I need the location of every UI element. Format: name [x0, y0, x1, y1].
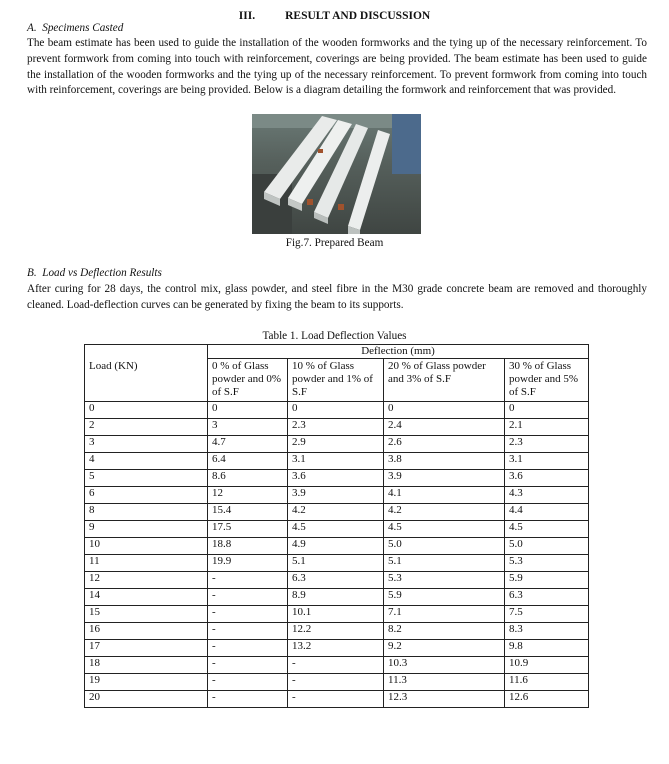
- table-row: [85, 674, 589, 691]
- deflection-0-cell: 19.9: [208, 555, 288, 572]
- deflection-30-cell: 9.8: [505, 640, 589, 657]
- deflection-20-cell: 8.2: [384, 623, 505, 640]
- deflection-0-cell: -: [208, 640, 288, 657]
- deflection-20-cell: 3.8: [384, 453, 505, 470]
- load-cell: 9: [85, 521, 208, 538]
- deflection-10-cell: 12.2: [288, 623, 384, 640]
- deflection-20-cell: 9.2: [384, 640, 505, 657]
- deflection-0-cell: 6.4: [208, 453, 288, 470]
- deflection-0-cell: 3: [208, 419, 288, 436]
- deflection-20-cell: 10.3: [384, 657, 505, 674]
- table-header-row-1: [85, 345, 589, 359]
- deflection-10-cell: 10.1: [288, 606, 384, 623]
- col-header-10: 10 % of Glass powder and 1% of S.F: [288, 359, 384, 402]
- load-deflection-table: [84, 344, 589, 708]
- deflection-20-cell: 5.1: [384, 555, 505, 572]
- deflection-0-cell: -: [208, 623, 288, 640]
- deflection-20-cell: 2.6: [384, 436, 505, 453]
- deflection-30-cell: 3.1: [505, 453, 589, 470]
- deflection-30-cell: 4.5: [505, 521, 589, 538]
- load-cell: 15: [85, 606, 208, 623]
- table-row: [85, 589, 589, 606]
- load-cell: 8: [85, 504, 208, 521]
- deflection-30-cell: 0: [505, 402, 589, 419]
- section-heading: [0, 10, 669, 22]
- subsection-b-label: B.: [27, 267, 37, 279]
- deflection-30-cell: 2.3: [505, 436, 589, 453]
- deflection-0-cell: 12: [208, 487, 288, 504]
- deflection-10-cell: 8.9: [288, 589, 384, 606]
- load-cell: 16: [85, 623, 208, 640]
- deflection-10-cell: 2.9: [288, 436, 384, 453]
- deflection-20-cell: 0: [384, 402, 505, 419]
- deflection-20-cell: 2.4: [384, 419, 505, 436]
- beam-photo-graphic: [252, 114, 421, 234]
- deflection-10-cell: 3.1: [288, 453, 384, 470]
- table-row: [85, 402, 589, 419]
- deflection-10-cell: 0: [288, 402, 384, 419]
- table-row: [85, 555, 589, 572]
- deflection-20-cell: 4.5: [384, 521, 505, 538]
- load-cell: 18: [85, 657, 208, 674]
- deflection-20-cell: 11.3: [384, 674, 505, 691]
- deflection-10-cell: -: [288, 657, 384, 674]
- deflection-30-cell: 12.6: [505, 691, 589, 708]
- subsection-b-heading: [27, 267, 162, 279]
- deflection-0-cell: -: [208, 572, 288, 589]
- load-cell: 11: [85, 555, 208, 572]
- deflection-10-cell: 3.6: [288, 470, 384, 487]
- subsection-b-title: Load vs Deflection Results: [42, 267, 162, 279]
- col-header-0: 0 % of Glass powder and 0% of S.F: [208, 359, 288, 402]
- deflection-30-cell: 8.3: [505, 623, 589, 640]
- table-row: [85, 436, 589, 453]
- deflection-10-cell: 3.9: [288, 487, 384, 504]
- col-header-30: 30 % of Glass powder and 5% of S.F: [505, 359, 589, 402]
- deflection-10-cell: -: [288, 674, 384, 691]
- table-body: [85, 402, 589, 708]
- deflection-10-cell: 4.2: [288, 504, 384, 521]
- deflection-0-cell: 15.4: [208, 504, 288, 521]
- deflection-30-cell: 5.0: [505, 538, 589, 555]
- table-row: [85, 504, 589, 521]
- deflection-30-cell: 4.4: [505, 504, 589, 521]
- figure-caption: Fig.7. Prepared Beam: [285, 237, 384, 249]
- table-row: [85, 487, 589, 504]
- paragraph-load-deflection: After curing for 28 days, the control mix, glass powder, and steel fibre in the M30 grade concrete beam are removed and thoroughly cleaned. Load-deflection curves can be generated by fixing the beam to its supports.: [27, 283, 647, 311]
- deflection-20-cell: 3.9: [384, 470, 505, 487]
- deflection-10-cell: 5.1: [288, 555, 384, 572]
- deflection-20-cell: 12.3: [384, 691, 505, 708]
- load-cell: 5: [85, 470, 208, 487]
- table-row: [85, 657, 589, 674]
- deflection-30-cell: 6.3: [505, 589, 589, 606]
- table-row: [85, 538, 589, 555]
- table-row: [85, 623, 589, 640]
- deflection-0-cell: -: [208, 674, 288, 691]
- deflection-10-cell: -: [288, 691, 384, 708]
- deflection-0-cell: -: [208, 657, 288, 674]
- deflection-20-cell: 5.0: [384, 538, 505, 555]
- deflection-20-cell: 5.3: [384, 572, 505, 589]
- deflection-30-cell: 11.6: [505, 674, 589, 691]
- table-row: [85, 572, 589, 589]
- table-row: [85, 470, 589, 487]
- prepared-beam-photo: [252, 114, 421, 234]
- load-cell: 19: [85, 674, 208, 691]
- deflection-30-cell: 10.9: [505, 657, 589, 674]
- deflection-10-cell: 13.2: [288, 640, 384, 657]
- deflection-10-cell: 2.3: [288, 419, 384, 436]
- deflection-20-cell: 4.2: [384, 504, 505, 521]
- deflection-20-cell: 7.1: [384, 606, 505, 623]
- load-cell: 17: [85, 640, 208, 657]
- load-cell: 2: [85, 419, 208, 436]
- deflection-20-cell: 5.9: [384, 589, 505, 606]
- subsection-a-heading: [27, 22, 123, 34]
- deflection-10-cell: 4.5: [288, 521, 384, 538]
- subsection-a-label: A.: [27, 22, 37, 34]
- load-cell: 12: [85, 572, 208, 589]
- subsection-a-title: Specimens Casted: [42, 22, 124, 34]
- deflection-header: Deflection (mm): [208, 345, 589, 359]
- deflection-30-cell: 5.3: [505, 555, 589, 572]
- load-cell: 0: [85, 402, 208, 419]
- deflection-30-cell: 4.3: [505, 487, 589, 504]
- paragraph-specimens: The beam estimate has been used to guide the installation of the wooden formworks and the tying up of the necessary reinforcement. To prevent formwork from coming into touch with reinforcement, coverings are being provided. The beam estimate has been used to guide the installation of the wooden formworks and the tying up of the necessary reinforcement. To prevent formwork from coming into touch with reinforcement, coverings are being provided. Below is a diagram detailing the formwork and reinforcement that was provided.: [27, 37, 647, 97]
- table-row: [85, 453, 589, 470]
- deflection-10-cell: 6.3: [288, 572, 384, 589]
- table-row: [85, 419, 589, 436]
- deflection-0-cell: 18.8: [208, 538, 288, 555]
- load-cell: 14: [85, 589, 208, 606]
- load-cell: 6: [85, 487, 208, 504]
- deflection-0-cell: -: [208, 691, 288, 708]
- load-cell: 10: [85, 538, 208, 555]
- deflection-30-cell: 2.1: [505, 419, 589, 436]
- deflection-0-cell: -: [208, 606, 288, 623]
- section-number: III.: [238, 10, 256, 22]
- load-cell: 4: [85, 453, 208, 470]
- deflection-20-cell: 4.1: [384, 487, 505, 504]
- deflection-0-cell: 4.7: [208, 436, 288, 453]
- deflection-30-cell: 5.9: [505, 572, 589, 589]
- table-caption: Table 1. Load Deflection Values: [262, 330, 407, 342]
- table-row: [85, 640, 589, 657]
- table-row: [85, 606, 589, 623]
- table-row: [85, 521, 589, 538]
- deflection-30-cell: 7.5: [505, 606, 589, 623]
- deflection-0-cell: 8.6: [208, 470, 288, 487]
- section-title: RESULT AND DISCUSSION: [285, 10, 431, 22]
- load-cell: 20: [85, 691, 208, 708]
- load-cell: 3: [85, 436, 208, 453]
- load-header: Load (KN): [85, 345, 208, 402]
- deflection-30-cell: 3.6: [505, 470, 589, 487]
- table-row: [85, 691, 589, 708]
- col-header-20: 20 % of Glass powder and 3% of S.F: [384, 359, 505, 402]
- deflection-10-cell: 4.9: [288, 538, 384, 555]
- deflection-0-cell: 17.5: [208, 521, 288, 538]
- deflection-0-cell: 0: [208, 402, 288, 419]
- deflection-0-cell: -: [208, 589, 288, 606]
